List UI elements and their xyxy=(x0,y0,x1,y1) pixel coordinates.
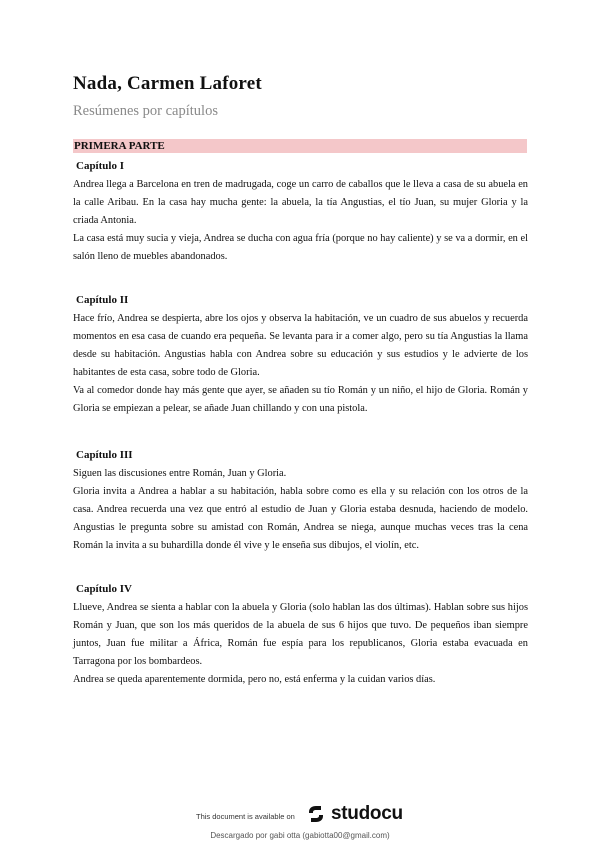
document-title: Nada, Carmen Laforet xyxy=(73,73,262,94)
studocu-logo-icon xyxy=(305,803,327,825)
chapter-paragraph: Gloria invita a Andrea a hablar a su habitación, habla sobre como es ella y su relación con los otros de la casa. Andrea recuerda una vez que entró al estudio de Juan y Gloria estaba desnuda, haciendo de modelo. Angustias le pregunta sobre su amistad con Román, Andrea se niega, aunque muchas veces tras la cena Román la invita a su buhardilla donde él vive y le enseña sus dibujos, el violín, etc. xyxy=(73,486,528,551)
studocu-brand-text: studocu xyxy=(331,803,403,824)
chapter-heading: Capítulo I xyxy=(76,160,124,172)
chapter-heading: Capítulo III xyxy=(76,449,133,461)
chapter-section xyxy=(73,160,528,266)
chapter-heading: Capítulo IV xyxy=(76,583,132,595)
chapter-paragraph: Siguen las discusiones entre Román, Juan y Gloria. xyxy=(73,468,287,479)
part-heading: PRIMERA PARTE xyxy=(73,139,527,153)
chapter-section xyxy=(73,449,528,555)
chapter-paragraph: Andrea llega a Barcelona en tren de madrugada, coge un carro de caballos que le lleva a casa de su abuela en la calle Aribau. En la casa hay mucha gente: la abuela, la tía Angustias, el tío Juan, su mujer Gloria y la criada Antonia. xyxy=(73,179,528,226)
chapter-paragraph: La casa está muy sucia y vieja, Andrea se ducha con agua fría (porque no hay caliente) y se va a dormir, en el salón lleno de muebles abandonados. xyxy=(73,233,528,262)
studocu-logo[interactable] xyxy=(305,803,403,825)
downloaded-by-text: Descargado por gabi otta (gabiotta00@gmail.com) xyxy=(210,831,390,840)
chapter-heading: Capítulo II xyxy=(76,294,129,306)
chapter-section xyxy=(73,583,528,689)
chapter-paragraph: Andrea se queda aparentemente dormida, pero no, está enferma y la cuidan varios días. xyxy=(73,674,436,685)
chapter-section xyxy=(73,294,528,418)
chapter-paragraph: Hace frío, Andrea se despierta, abre los ojos y observa la habitación, ve un cuadro de sus abuelos y recuerda momentos en esa casa de cuando era pequeña. Se levanta para ir a comer algo, pero su tía Angustias la llama desde su habitación. Angustias habla con Andrea sobre su educación y sus estudios y le advierte de los habitantes de esta casa, sobre todo de Gloria. xyxy=(73,313,528,378)
chapter-paragraph: Llueve, Andrea se sienta a hablar con la abuela y Gloria (solo hablan las dos últimas). Hablan sobre sus hijos Román y Juan, que son los más queridos de la abuela de sus 6 hijos que tuvo. De pequeños iban siempre juntos, Juan fue militar a África, Román fue espía para los republicanos, Gloria estaba evacuada en Tarragona por los bombardeos. xyxy=(73,602,528,667)
chapter-paragraph: Va al comedor donde hay más gente que ayer, se añaden su tío Román y un niño, el hijo de Gloria. Román y Gloria se empiezan a pelear, se añade Juan chillando y con una pistola. xyxy=(73,385,528,414)
available-on-text: This document is available on xyxy=(196,812,295,821)
document-subtitle: Resúmenes por capítulos xyxy=(73,103,218,119)
